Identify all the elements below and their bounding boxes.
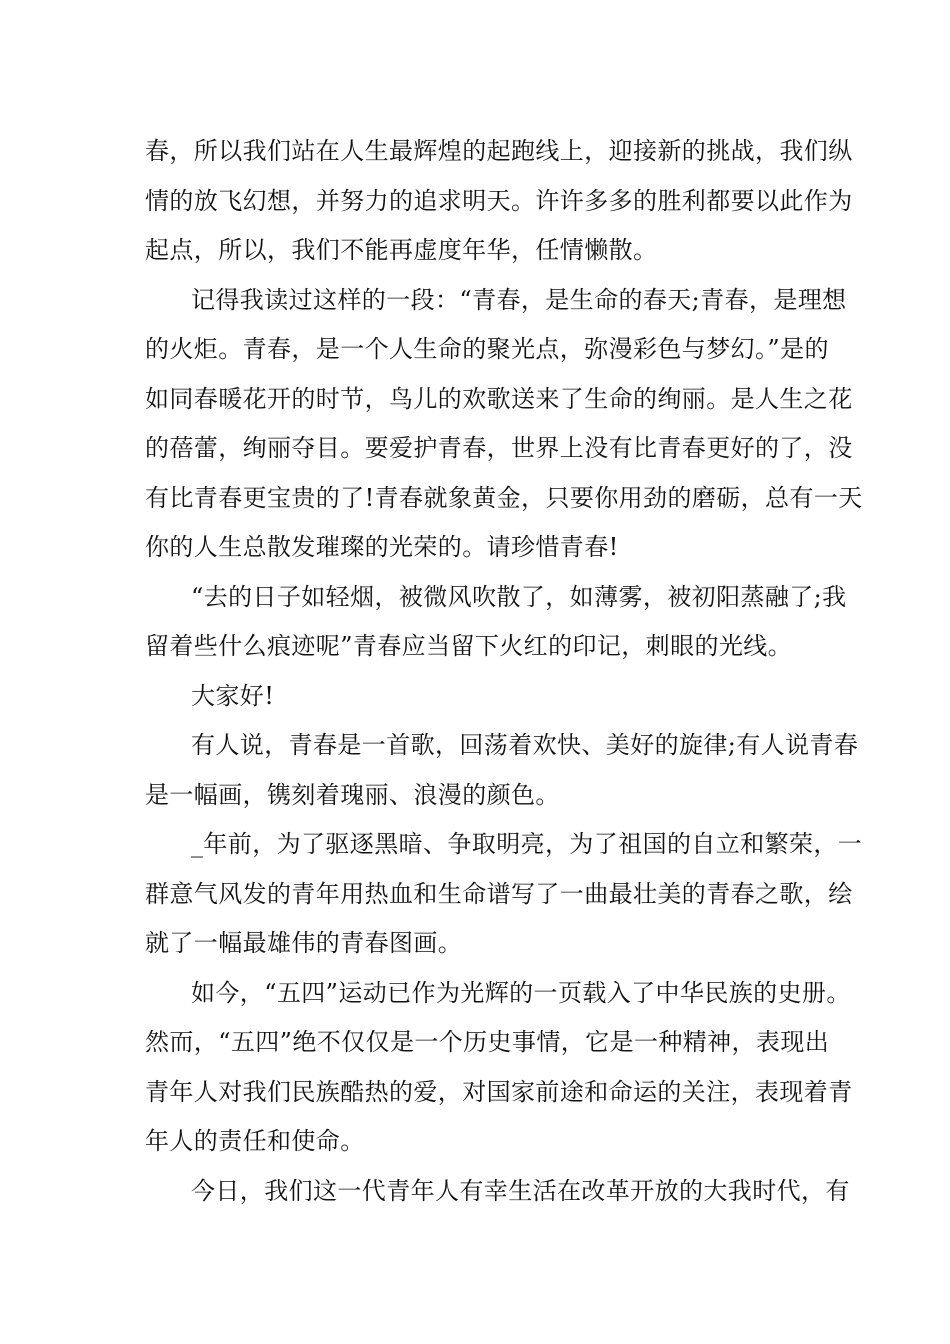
text-line: 就了一幅最雄伟的青春图画。	[145, 929, 463, 957]
text-line: 留着些什么痕迹呢”青春应当留下火红的印记，刺眼的光线。	[145, 632, 793, 660]
text-line: 然而，“五四”绝不仅仅是一个历史事情，它是一种精神，表现出	[145, 1028, 830, 1056]
text-line: 如同春暖花开的时节，鸟儿的欢歌送来了生命的绚丽。是人生之花	[145, 384, 853, 413]
text-line: 青年人对我们民族酷热的爱，对国家前途和命运的关注，表现着青	[145, 1077, 853, 1106]
text-line: 是一幅画，镌刻着瑰丽、浪漫的颜色。	[145, 780, 560, 809]
text-line: 你的人生总散发璀璨的光荣的。请珍惜青春!	[145, 533, 619, 561]
text-line: 群意气风发的青年用热血和生命谱写了一曲最壮美的青春之歌，绘	[145, 879, 853, 908]
document-body	[145, 127, 863, 1216]
paragraph-first-line: “去的日子如轻烟，被微风吹散了，如薄雾，被初阳蒸融了;我	[191, 582, 847, 611]
text-line: 春，所以我们站在人生最辉煌的起跑线上，迎接新的挑战，我们纵	[145, 137, 853, 165]
text-line: 情的放飞幻想，并努力的追求明天。许许多多的胜利都要以此作为	[145, 186, 853, 215]
text-line: 起点，所以，我们不能再虚度年华，任情懒散。	[145, 236, 658, 264]
paragraph-first-line: 如今，“五四”运动已作为光辉的一页载入了中华民族的史册。	[191, 978, 851, 1007]
text-line: 的火炬。青春，是一个人生命的聚光点，弥漫彩色与梦幻。”是的	[145, 335, 829, 363]
paragraph-first-line: 记得我读过这样的一段：“青春，是生命的春天;青春，是理想	[191, 285, 847, 314]
text-line: 有比青春更宝贵的了!青春就象黄金，只要你用劲的磨砺，总有一天	[145, 483, 863, 512]
text-line: 的蓓蕾，绚丽夺目。要爱护青春，世界上没有比青春更好的了，没	[145, 434, 853, 462]
greeting-line: 大家好!	[191, 681, 275, 710]
text-line: 年人的责任和使命。	[145, 1127, 365, 1155]
paragraph-first-line: 今日，我们这一代青年人有幸生活在改革开放的大我时代，有	[191, 1176, 850, 1205]
paragraph-first-line: 有人说，青春是一首歌，回荡着欢快、美好的旋律;有人说青春	[191, 731, 859, 759]
paragraph-first-line: _年前，为了驱逐黑暗、争取明亮，为了祖国的自立和繁荣，一	[191, 830, 863, 858]
